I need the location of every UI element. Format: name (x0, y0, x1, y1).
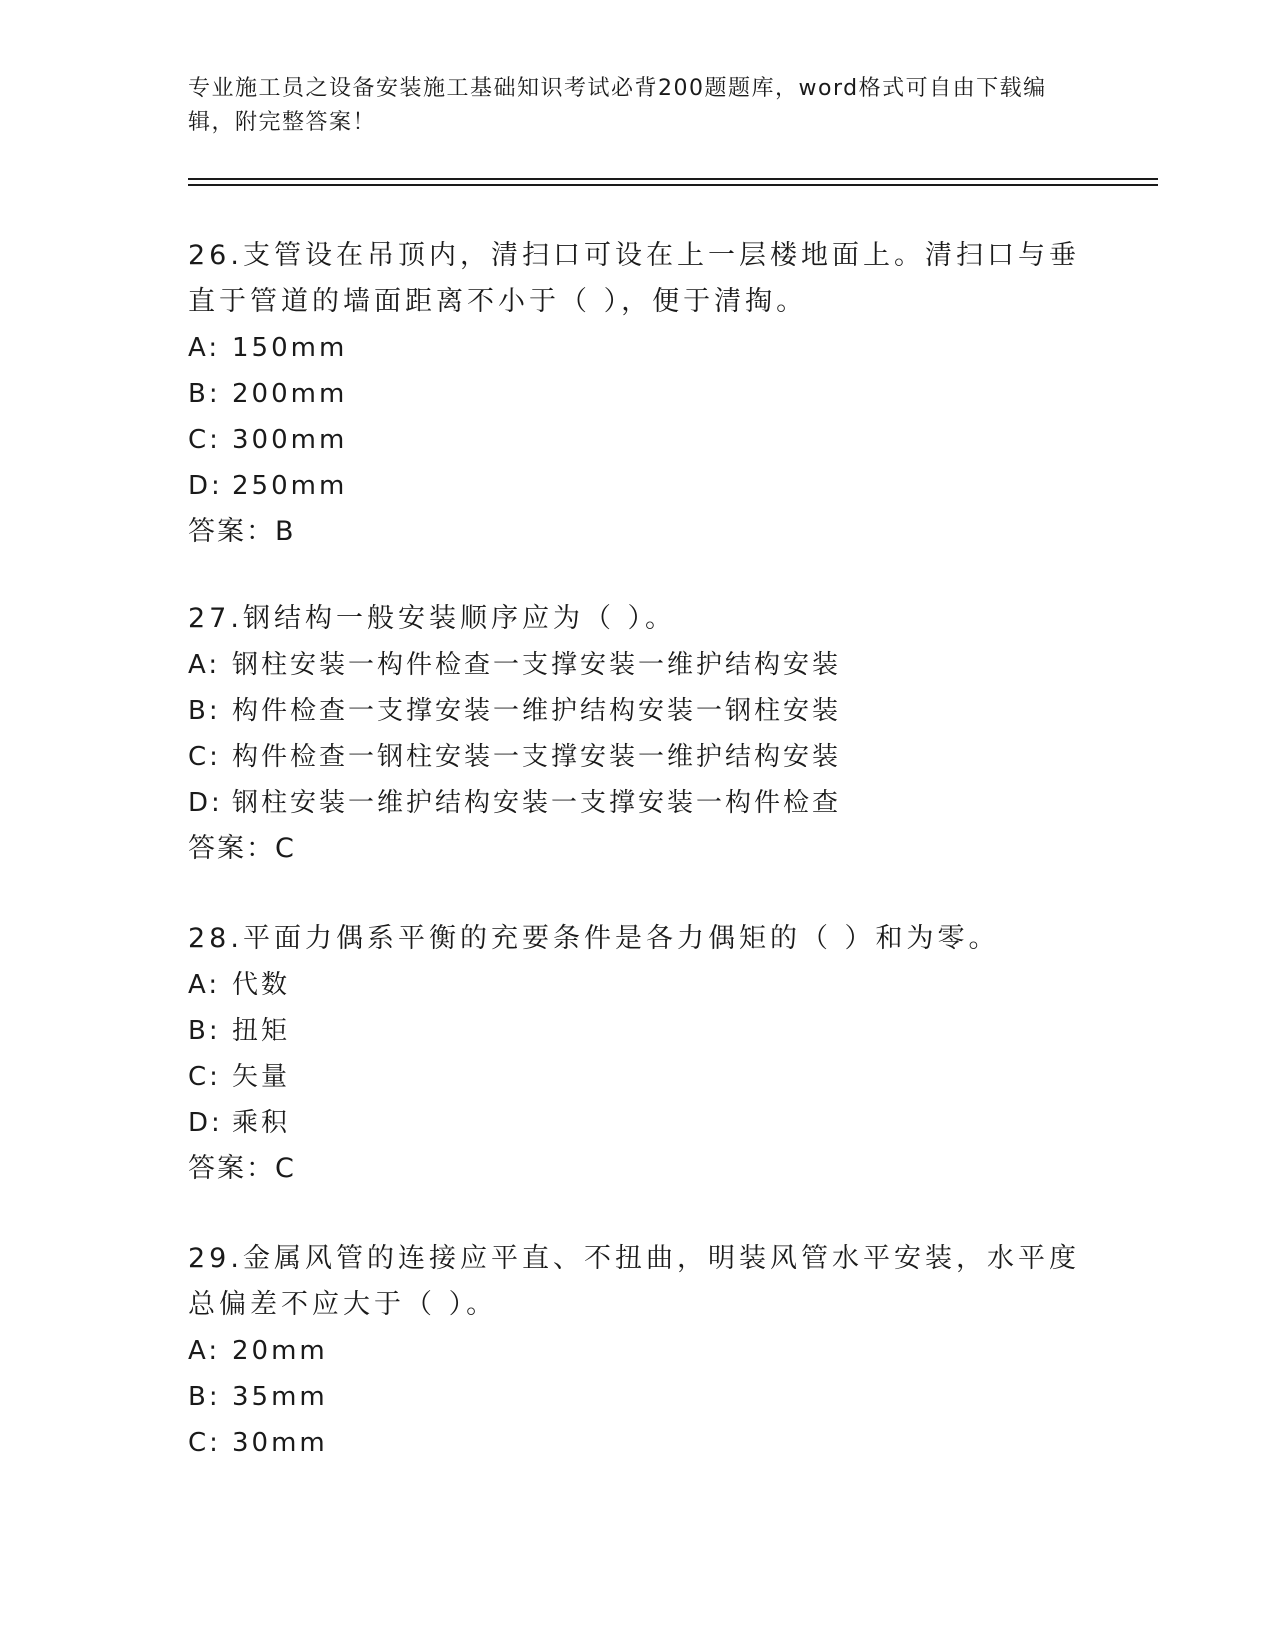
question-stem: 29.金属风管的连接应平直、不扭曲，明装风管水平安装，水平度总偏差不应大于（ ）。 (188, 1243, 1080, 1320)
option-b (188, 1374, 1088, 1420)
option-text: 30mm (232, 1428, 328, 1458)
option-d (188, 463, 1088, 509)
option-text: 乘积 (232, 1108, 291, 1138)
option-key: D: (188, 788, 223, 818)
option-text: 代数 (232, 970, 291, 1000)
option-text: 钢柱安装一构件检查一支撑安装一维护结构安装 (232, 650, 842, 680)
question-stem: 28.平面力偶系平衡的充要条件是各力偶矩的（ ）和为零。 (188, 923, 1000, 954)
question-26 (188, 233, 1088, 555)
option-text: 35mm (232, 1382, 328, 1412)
option-key: B: (188, 1382, 221, 1412)
option-key: D: (188, 1108, 223, 1138)
option-key: B: (188, 696, 221, 726)
question-28 (188, 916, 1088, 1192)
option-key: A: (188, 1336, 221, 1366)
option-key: A: (188, 333, 221, 363)
option-text: 150mm (232, 333, 348, 363)
answer-label: 答案：C (188, 1153, 296, 1184)
option-a (188, 962, 1088, 1008)
answer-label: 答案：C (188, 833, 296, 864)
option-c (188, 1054, 1088, 1100)
document-intro: 专业施工员之设备安装施工基础知识考试必背200题题库，word格式可自由下载编辑，附完整答案！ (188, 76, 1047, 135)
option-c (188, 734, 1088, 780)
option-text: 20mm (232, 1336, 328, 1366)
option-a (188, 325, 1088, 371)
option-key: A: (188, 970, 221, 1000)
option-text: 矢量 (232, 1062, 291, 1092)
option-d (188, 780, 1088, 826)
option-key: A: (188, 650, 221, 680)
option-key: C: (188, 1062, 221, 1092)
question-29 (188, 1236, 1088, 1466)
answer-label: 答案：B (188, 516, 296, 547)
header-divider-top (188, 178, 1158, 180)
option-text: 构件检查一钢柱安装一支撑安装一维护结构安装 (232, 742, 842, 772)
option-key: C: (188, 742, 221, 772)
option-key: C: (188, 425, 221, 455)
option-text: 250mm (232, 471, 348, 501)
option-c (188, 1420, 1088, 1466)
option-c (188, 417, 1088, 463)
option-a (188, 1328, 1088, 1374)
option-text: 200mm (232, 379, 348, 409)
header-divider-bottom (188, 184, 1158, 186)
option-text: 扭矩 (232, 1016, 291, 1046)
option-key: B: (188, 379, 221, 409)
option-text: 构件检查一支撑安装一维护结构安装一钢柱安装 (232, 696, 842, 726)
option-text: 钢柱安装一维护结构安装一支撑安装一构件检查 (232, 788, 842, 818)
question-stem: 26.支管设在吊顶内，清扫口可设在上一层楼地面上。清扫口与垂直于管道的墙面距离不小于（ ），便于清掏。 (188, 240, 1080, 317)
option-key: C: (188, 1428, 221, 1458)
option-text: 300mm (232, 425, 348, 455)
question-stem: 27.钢结构一般安装顺序应为（ ）。 (188, 603, 677, 634)
option-key: D: (188, 471, 223, 501)
option-key: B: (188, 1016, 221, 1046)
option-d (188, 1100, 1088, 1146)
option-a (188, 642, 1088, 688)
question-27 (188, 596, 1088, 872)
option-b (188, 371, 1088, 417)
option-b (188, 1008, 1088, 1054)
option-b (188, 688, 1088, 734)
